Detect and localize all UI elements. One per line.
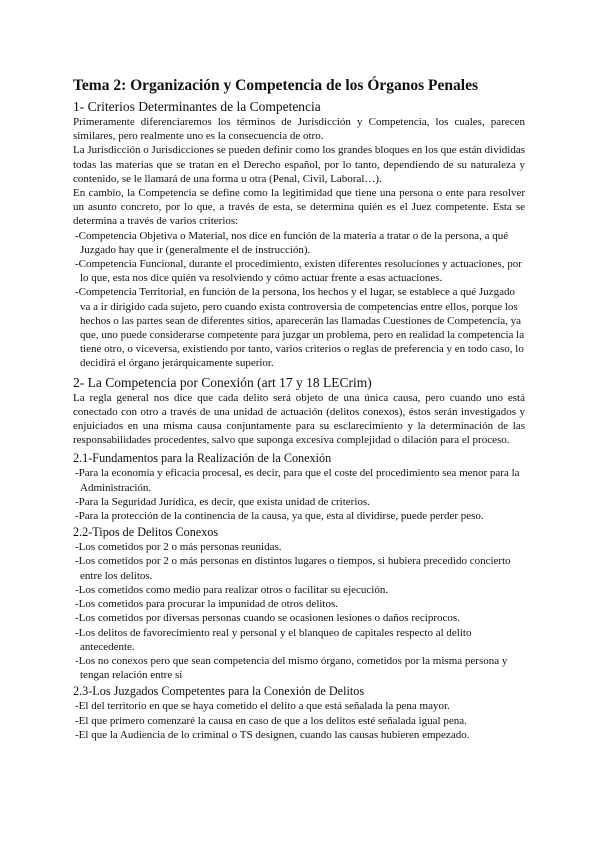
list-item: -Competencia Funcional, durante el procedimiento, existen diferentes resoluciones y actuaciones, por lo que, esta nos dice quién va resolviendo y cómo actuar frente a esas actuaciones.	[75, 258, 522, 285]
connected-crimes-list	[73, 540, 525, 682]
list-item: -Los cometidos como medio para realizar otros o facilitar su ejecución.	[75, 583, 389, 596]
connection-foundations-list	[73, 466, 525, 523]
document-title: Tema 2: Organización y Competencia de los Órganos Penales	[73, 77, 478, 94]
list-item: -Los no conexos pero que sean competencia del mismo órgano, cometidos por la misma persona y tengan relación entre sí	[75, 654, 508, 682]
document-body	[73, 76, 525, 742]
list-item: -Para la economía y eficacia procesal, es decir, para que el coste del procedimiento sea menor para la Administración.	[75, 467, 520, 494]
list-item: -Competencia Objetiva o Material, nos dice en función de la materia a tratar o de la persona, a qué Juzgado hay que ir (generalmente el de instrucción).	[75, 229, 509, 256]
competent-courts-list	[73, 699, 525, 742]
list-item: -El del territorio en que se haya cometido el delito a que está señalada la pena mayor.	[75, 700, 450, 713]
paragraph: Primeramente diferenciaremos los términos de Jurisdicción y Competencia, los cuales, parecen similares, pero realmente uno es la consecuencia de otro.	[73, 116, 525, 143]
list-item: -Para la Seguridad Jurídica, es decir, que exista unidad de criterios.	[75, 495, 370, 508]
list-item: -Para la protección de la continencia de la causa, ya que, esta al dividirse, puede perder peso.	[75, 510, 484, 523]
list-item: -El que la Audiencia de lo criminal o TS designen, cuando las causas hubieren empezado.	[75, 728, 470, 741]
paragraph: La Jurisdicción o Jurisdicciones se pueden definir como los grandes bloques en los que están divididas todas las materias que se tratan en el Derecho español, por lo tanto, dependiendo de su naturaleza y contenido, se le llamará de una forma u otra (Penal, Civil, Laboral…).	[73, 144, 525, 185]
list-item: -El que primero comenzaré la causa en caso de que a los delitos esté señalada igual pena.	[75, 714, 467, 727]
list-item: -Los delitos de favorecimiento real y personal y el blanqueo de capitales respecto al delito antecedente.	[75, 626, 472, 653]
subsection-2-1-heading: 2.1-Fundamentos para la Realización de la Conexión	[73, 451, 332, 466]
section-1-heading: 1- Criterios Determinantes de la Competencia	[73, 99, 321, 114]
list-item: -Los cometidos para procurar la impunidad de otros delitos.	[75, 598, 339, 611]
list-item: -Los cometidos por 2 o más personas en distintos lugares o tiempos, si hubiera precedido concierto entre los delitos.	[75, 555, 511, 582]
paragraph: En cambio, la Competencia se define como la legitimidad que tiene una persona o ente para resolver un asunto concreto, por lo que, a través de esta, se determina quién es el Juez competente. Esta se determina a través de varios criterios:	[73, 187, 525, 228]
paragraph: La regla general nos dice que cada delito será objeto de una única causa, pero cuando uno está conectado con otro a través de una unidad de actuación (delitos conexos), éstos serán investigados y enjuiciados en una misma causa conjuntamente para su esclarecimiento y la determinación de las responsabilidades procedentes, salvo que suponga excesiva complejidad o dilación para el proceso.	[73, 391, 525, 447]
list-item: -Los cometidos por diversas personas cuando se ocasionen lesiones o daños recíprocos.	[75, 612, 460, 625]
list-item: -Los cometidos por 2 o más personas reunidas.	[75, 541, 282, 554]
list-item: -Competencia Territorial, en función de la persona, los hechos y el lugar, se establece a qué Juzgado va a ir dirigido cada sujeto, pero cuando exista controversia de competencias entre ellos, porque los hechos o las partes sean de diferentes sitios, aparecerán las llamadas Cuestiones de Competencia, ya que, uno puede considerarse competente para juzgar un problema, pero en realidad la competencia la tiene otro, o viceversa, existiendo por tanto, varios criterios o reglas de preferencia y en todo caso, lo decidirá el órgano jerárquicamente superior.	[75, 286, 525, 370]
subsection-2-2-heading: 2.2-Tipos de Delitos Conexos	[73, 525, 219, 540]
section-2-heading: 2- La Competencia por Conexión (art 17 y 18 LECrim)	[73, 374, 372, 390]
competence-criteria-list	[73, 229, 525, 371]
subsection-2-3-heading: 2.3-Los Juzgados Competentes para la Conexión de Delitos	[73, 684, 365, 699]
